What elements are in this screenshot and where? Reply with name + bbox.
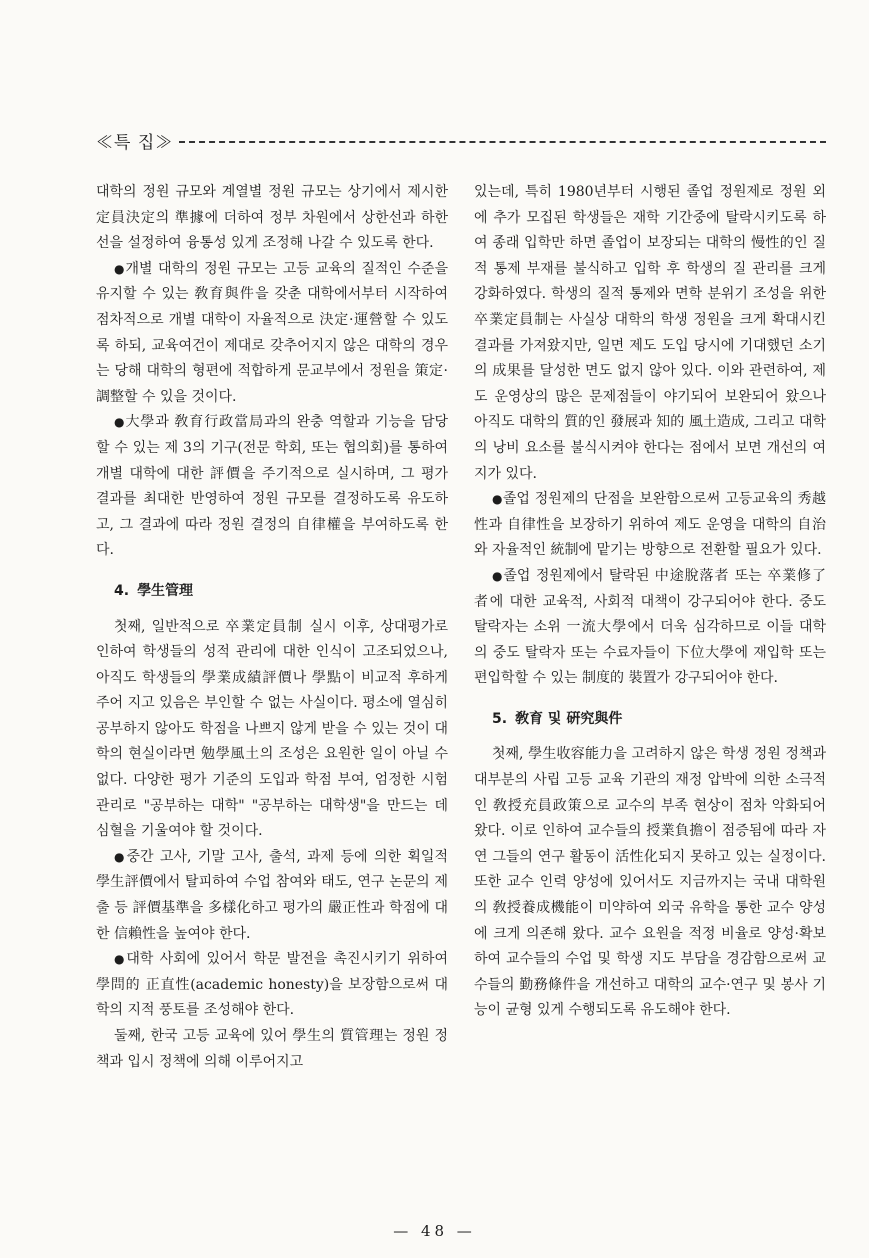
bullet-icon: ● (492, 568, 504, 583)
bullet-paragraph (474, 564, 826, 692)
bullet-paragraph (474, 487, 826, 564)
heading-number: 4. (114, 582, 130, 599)
paragraph: 첫째, 일반적으로 卒業定員制 실시 이후, 상대평가로 인하여 학생들의 성적 관리에 대한 인식이 고조되었으나, 아직도 학생들의 學業成績評價나 學點이 비교적 후하게 주어 지고 있음은 부인할 수 없는 사실이다. 평소에 열심히 공부하지 않아도 학점을 나쁘지 않게 받을 수 있는 것이 대학의 현실이라면 勉學風土의 조성은 요원한 일이 아닐 수 없다. 다양한 평가 기준의 도입과 학점 부여, 엄정한 시험 관리로 "공부하는 대학" "공부하는 대학생"을 만드는 데 심혈을 기울여야 할 것이다. (96, 618, 448, 840)
heading-title: 敎育 및 硏究與件 (515, 710, 623, 727)
section-header (96, 128, 826, 153)
section-heading-education-research (492, 707, 826, 733)
left-column (96, 180, 448, 1075)
bullet-icon: ● (114, 415, 126, 430)
paragraph: 첫째, 學生收容能力을 고려하지 않은 학생 정원 정책과 대부분의 사립 고등 교육 기관의 재정 압박에 의한 소극적인 敎授充員政策으로 교수의 부족 현상이 점차 악화되어 왔다. 이로 인하여 교수들의 授業負擔이 점증됨에 따라 자연 그들의 연구 활동이 活性化되지 못하고 있는 실정이다. 또한 교수 인력 양성에 있어서도 지금까지는 국내 대학원의 敎授養成機能이 미약하여 외국 유학을 통한 교수 양성에 크게 의존해 왔다. 교수 요원을 적정 비율로 양성·확보하여 교수들의 수업 및 학생 지도 부담을 경감함으로써 교수들의 勤務條件을 개선하고 대학의 교수·연구 및 봉사 기능이 균형 있게 수행되도록 유도해야 한다. (474, 746, 826, 1019)
section-label: ≪특 집≫ (96, 133, 174, 153)
bullet-icon: ● (114, 261, 126, 276)
bullet-icon: ● (114, 952, 127, 967)
page-number: — 48 — (393, 1222, 476, 1240)
bullet-text: 졸업 정원제에서 탈락된 中途脫落者 또는 卒業修了者에 대한 교육적, 사회적 대책이 강구되어야 한다. 중도 탈락자는 소위 一流大學에서 더욱 심각하므로 이들 대학의 중도 탈락자 또는 수료자들이 下位大學에 재입학 또는 편입학할 수 있는 制度的 裝置가 강구되어야 한다. (474, 567, 826, 687)
bullet-icon: ● (492, 492, 503, 507)
right-column (474, 180, 826, 1024)
bullet-text: 개별 대학의 정원 규모는 고등 교육의 질적인 수준을 유지할 수 있는 敎育與件을 갖춘 대학에서부터 시작하여 점차적으로 개별 대학이 자율적으로 決定·運營할 수 있도록 하되, 교육여건이 제대로 갖추어지지 않은 대학의 경우는 당해 대학의 형편에 적합하게 문교부에서 정원을 策定·調整할 수 있을 것이다. (96, 260, 448, 405)
header-rule (179, 141, 826, 143)
bullet-paragraph (96, 947, 448, 1024)
paragraph: 있는데, 특히 1980년부터 시행된 졸업 정원제로 정원 외에 추가 모집된 학생들은 재학 기간중에 탈락시키도록 하여 종래 입학만 하면 졸업이 보장되는 대학의 慢性的인 질적 통제 부재를 불식하고 입학 후 학생의 질 관리를 크게 강화하였다. 학생의 질적 통제와 면학 분위기 조성을 위한 卒業定員制는 사실상 대학의 학생 정원을 크게 확대시킨 결과를 가져왔지만, 일면 제도 도입 당시에 기대했던 소기의 成果를 달성한 면도 없지 않아 있다. 이와 관련하여, 제도 운영상의 많은 문제점들이 야기되어 보완되어 왔으나 아직도 대학의 質的인 發展과 知的 風土造成, 그리고 대학의 낭비 요소를 불식시켜야 한다는 점에서 보면 개선의 여지가 있다. (474, 184, 826, 482)
bullet-paragraph (96, 257, 448, 411)
heading-number: 5. (492, 710, 508, 727)
bullet-text: 졸업 정원제의 단점을 보완함으로써 고등교육의 秀越性과 自律性을 보장하기 위하여 제도 운영을 대학의 自治와 자율적인 統制에 맡기는 방향으로 전환할 필요가 있다. (474, 491, 826, 559)
section-heading-student-management (114, 579, 448, 605)
bullet-text: 중간 고사, 기말 고사, 출석, 과제 등에 의한 획일적 學生評價에서 탈피하여 수업 참여와 태도, 연구 논문의 제출 등 評價基準을 多樣化하고 평가의 嚴正性과 학점에 대한 信賴性을 높여야 한다. (96, 848, 448, 942)
bullet-icon: ● (114, 849, 127, 864)
bullet-text: 대학 사회에 있어서 학문 발전을 촉진시키기 위하여 學問的 正直性(academic honesty)을 보장함으로써 대학의 지적 풍토를 조성해야 한다. (96, 951, 448, 1019)
bullet-text: 大學과 敎育行政當局과의 완충 역할과 기능을 담당할 수 있는 제 3의 기구(전문 학회, 또는 협의회)를 통하여 개별 대학에 대한 評價을 주기적으로 실시하며, 그 평가 결과를 최대한 반영하여 정원 규모를 결정하도록 유도하고, 그 결과에 따라 정원 결정의 自律權을 부여하도록 한다. (96, 414, 448, 559)
bullet-paragraph (96, 845, 448, 947)
heading-title: 學生管理 (137, 582, 194, 599)
bullet-paragraph (96, 410, 448, 564)
paragraph: 둘째, 한국 고등 교육에 있어 學生의 質管理는 정원 정책과 입시 정책에 의해 이루어지고 (96, 1028, 448, 1070)
paragraph: 대학의 정원 규모와 계열별 정원 규모는 상기에서 제시한 定員決定의 準據에 더하여 정부 차원에서 상한선과 하한선을 설정하여 융통성 있게 조정해 나갈 수 있도록 한다. (96, 184, 448, 252)
